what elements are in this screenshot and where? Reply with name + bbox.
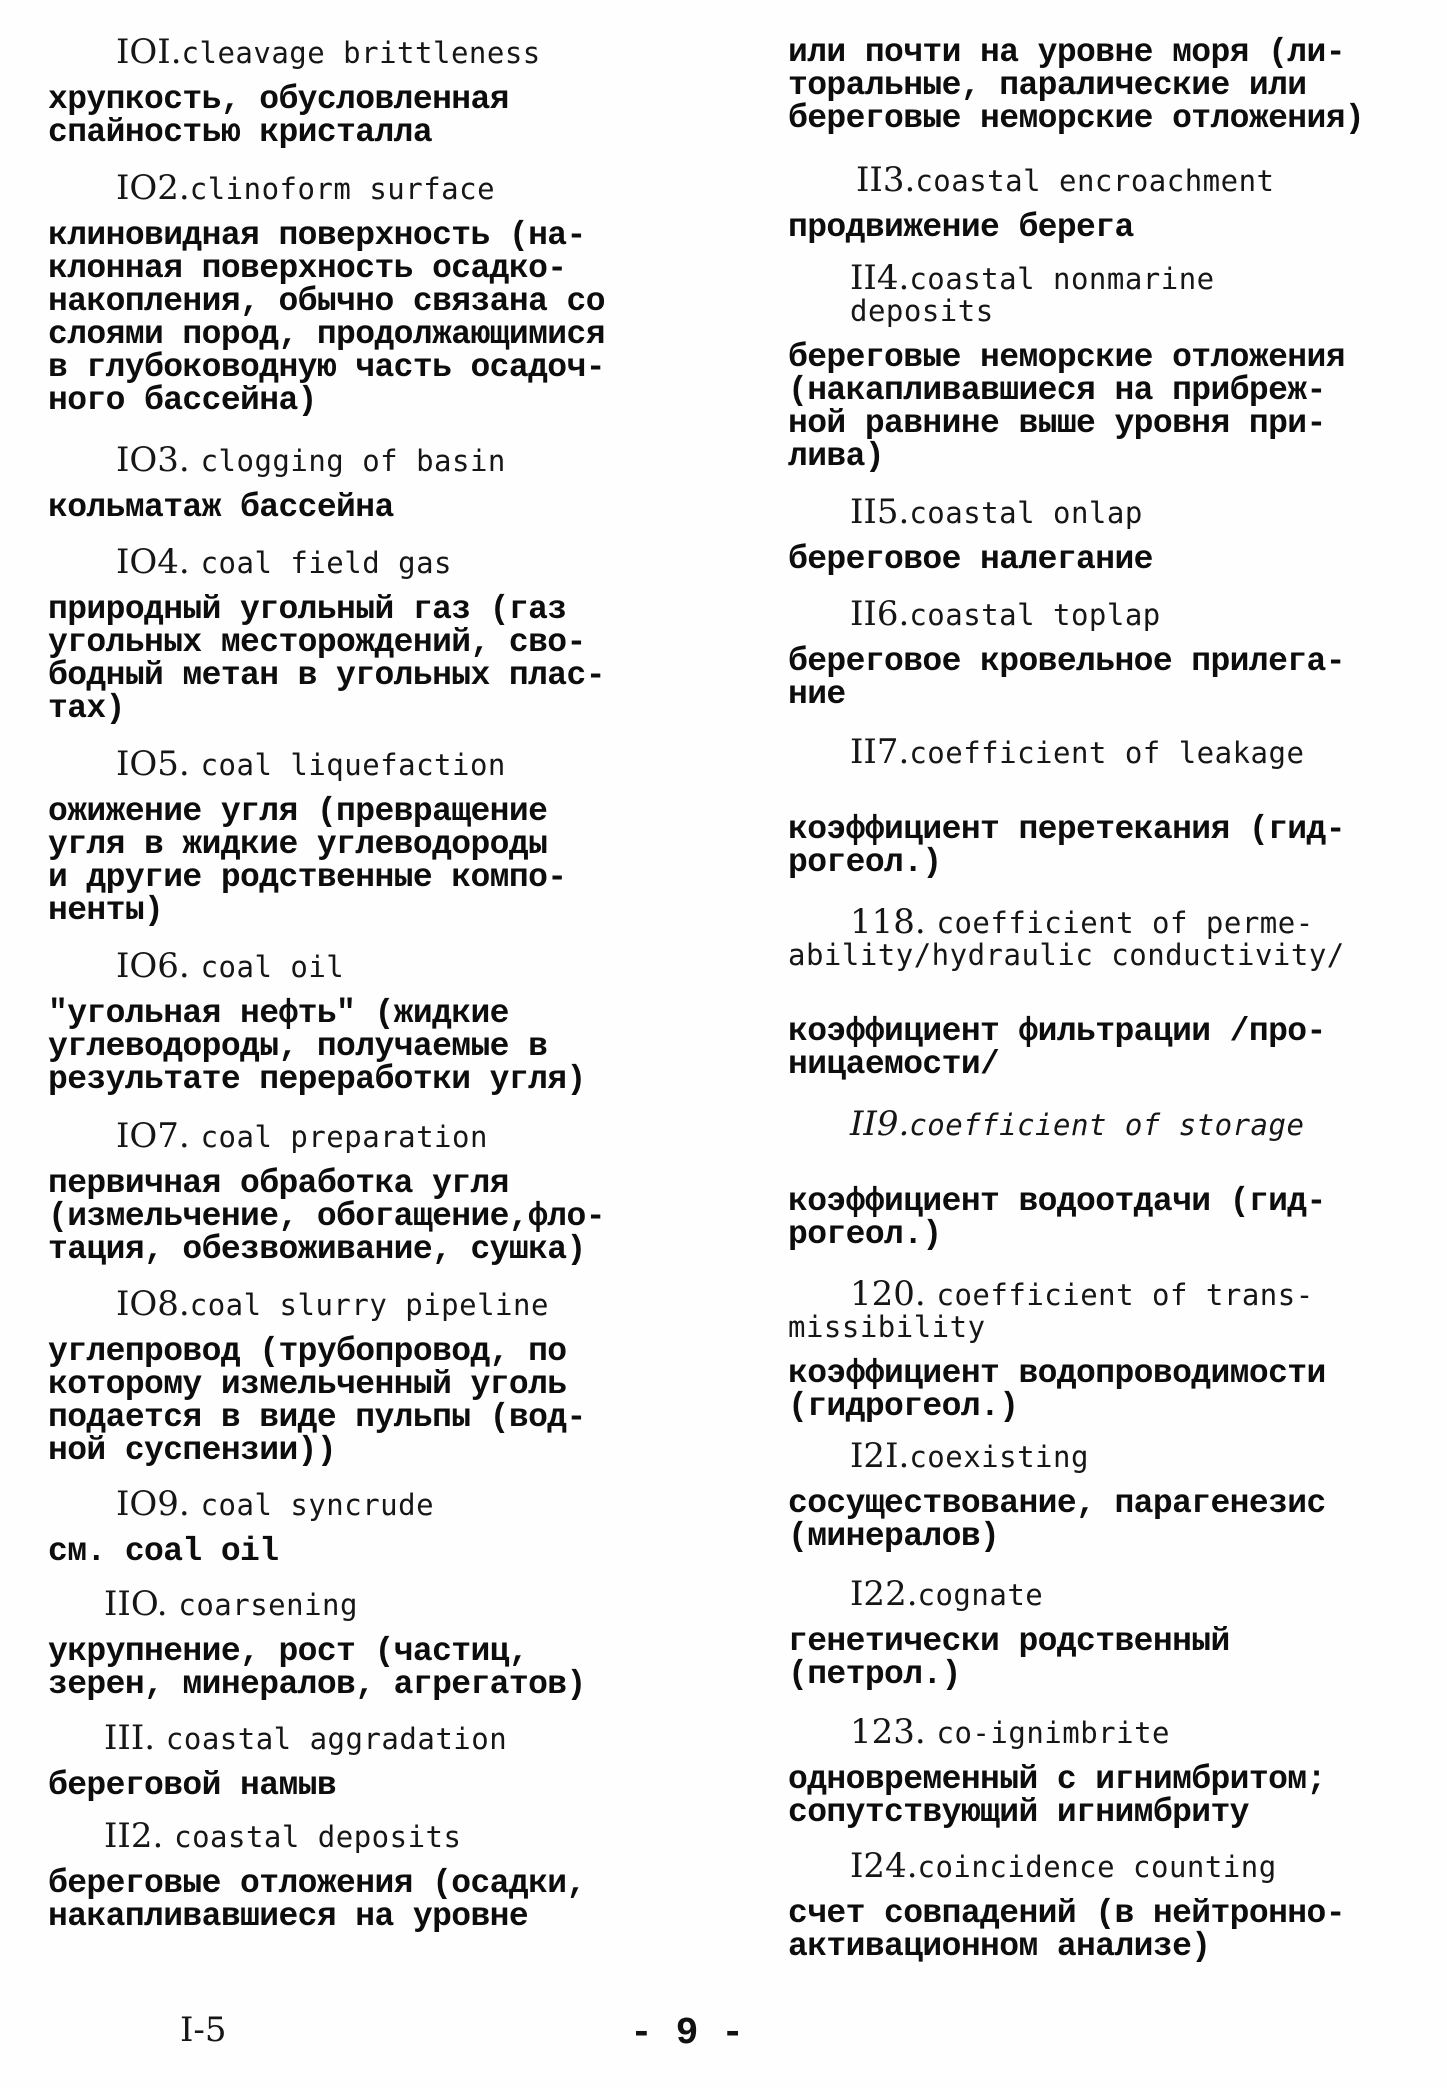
entry-120 bbox=[788, 1274, 1398, 1425]
entry-111 bbox=[48, 1718, 688, 1804]
entry-term: 123. co-ignimbrite bbox=[850, 1712, 1170, 1752]
entry-term: II3.coastal encroachment bbox=[856, 160, 1275, 200]
entry-definition: коэффициент водопроводимости (гидрогеол.) bbox=[788, 1355, 1326, 1425]
entry-definition: хрупкость, обусловленная спайностью кристалла bbox=[48, 81, 509, 151]
entry-term: II9.coefficient of storage bbox=[850, 1104, 1305, 1144]
entry-110 bbox=[48, 1584, 688, 1703]
entry-114 bbox=[788, 258, 1398, 475]
entry-107 bbox=[48, 1116, 688, 1268]
entry-term: IO3. clogging of basin bbox=[116, 440, 506, 480]
entry-definition: или почти на уровне моря (ли- торальные, паралические или береговые неморские отложения) bbox=[788, 34, 1365, 137]
entry-term: IIO. coarsening bbox=[104, 1584, 358, 1624]
entry-121 bbox=[788, 1436, 1398, 1555]
entry-123 bbox=[788, 1712, 1398, 1831]
entry-104 bbox=[48, 542, 688, 727]
entry-term: III. coastal aggradation bbox=[104, 1718, 508, 1758]
entry-definition: береговое кровельное прилега- ние bbox=[788, 643, 1345, 713]
entry-definition: береговые отложения (осадки, накапливавшиеся на уровне bbox=[48, 1865, 586, 1935]
entry-definition: углепровод (трубопровод, по которому измельченный уголь подается в виде пульпы (вод- ной суспензии)) bbox=[48, 1333, 586, 1469]
entry-term: 118. coefficient of perme- ability/hydraulic conductivity/ bbox=[788, 902, 1345, 972]
entry-definition: коэффициент водоотдачи (гид- рогеол.) bbox=[788, 1183, 1326, 1253]
entry-101 bbox=[48, 32, 688, 151]
entry-definition: кольматаж бассейна bbox=[48, 489, 394, 526]
entry-definition: счет совпадений (в нейтронно- активационном анализе) bbox=[788, 1895, 1345, 1965]
entry-term: I24.coincidence counting bbox=[850, 1846, 1277, 1886]
entry-102 bbox=[48, 168, 688, 419]
entry-definition: береговое налегание bbox=[788, 541, 1153, 578]
entry-definition: генетически родственный (петрол.) bbox=[788, 1623, 1230, 1693]
entry-105 bbox=[48, 744, 688, 929]
entry-106 bbox=[48, 946, 688, 1098]
entry-term: IO6. coal oil bbox=[116, 946, 345, 986]
entry-definition: продвижение берега bbox=[788, 209, 1134, 246]
entry-term: 120. coefficient of trans- missibility bbox=[788, 1274, 1314, 1344]
entry-term: II4.coastal nonmarine deposits bbox=[850, 258, 1215, 328]
entry-109 bbox=[48, 1484, 688, 1570]
entry-definition: природный угольный газ (газ угольных месторождений, сво- бодный метан в угольных плас- тах) bbox=[48, 591, 605, 727]
entry-term: IO8.coal slurry pipeline bbox=[116, 1284, 549, 1324]
section-code: I-5 bbox=[180, 2010, 227, 2050]
entry-108 bbox=[48, 1284, 688, 1469]
entry-term: IO9. coal syncrude bbox=[116, 1484, 435, 1524]
entry-definition: ожижение угля (превращение угля в жидкие углеводороды и другие родственные компо- ненты) bbox=[48, 793, 567, 929]
entry-112-continued bbox=[788, 36, 1398, 135]
entry-117 bbox=[788, 732, 1398, 881]
entry-definition: см. coal oil bbox=[48, 1533, 279, 1570]
entry-116 bbox=[788, 594, 1398, 713]
entry-119 bbox=[788, 1104, 1398, 1253]
entry-term: II5.coastal onlap bbox=[850, 492, 1143, 532]
entry-definition: береговой намыв bbox=[48, 1767, 337, 1804]
entry-definition: клиновидная поверхность (на- клонная поверхность осадко- накопления, обычно связана со слоями пород, продолжающимися в глубоководную часть осадоч- ного бассейна) bbox=[48, 217, 605, 419]
entry-definition: одновременный с игнимбритом; сопутствующий игнимбриту bbox=[788, 1761, 1326, 1831]
entry-term: IO2.clinoform surface bbox=[116, 168, 496, 208]
entry-definition: сосуществование, парагенезис (минералов) bbox=[788, 1485, 1326, 1555]
entry-124 bbox=[788, 1846, 1398, 1965]
entry-definition: коэффициент фильтрации /про- ницаемости/ bbox=[788, 1013, 1326, 1083]
entry-term: II2. coastal deposits bbox=[104, 1816, 462, 1856]
entry-118 bbox=[788, 902, 1398, 1083]
entry-term: IO4. coal field gas bbox=[116, 542, 452, 582]
entry-term: I22.cognate bbox=[850, 1574, 1044, 1614]
entry-term: I2I.coexisting bbox=[850, 1436, 1089, 1476]
entry-115 bbox=[788, 492, 1398, 578]
entry-103 bbox=[48, 440, 688, 526]
entry-definition: коэффициент перетекания (гид- рогеол.) bbox=[788, 811, 1345, 881]
entry-definition: береговые неморские отложения (накапливавшиеся на прибреж- ной равнине выше уровня при- лива) bbox=[788, 339, 1345, 475]
entry-113 bbox=[788, 160, 1398, 246]
entry-definition: первичная обработка угля (измельчение, обогащение,фло- тация, обезвоживание, сушка) bbox=[48, 1165, 605, 1268]
entry-term: IOI.cleavage brittleness bbox=[116, 32, 541, 72]
entry-term: II6.coastal toplap bbox=[850, 594, 1161, 634]
entry-112 bbox=[48, 1816, 688, 1935]
entry-term: IO5. coal liquefaction bbox=[116, 744, 506, 784]
entry-122 bbox=[788, 1574, 1398, 1693]
entry-definition: укрупнение, рост (частиц, зерен, минералов, агрегатов) bbox=[48, 1633, 586, 1703]
entry-term: II7.coefficient of leakage bbox=[850, 732, 1305, 772]
entry-term: IO7. coal preparation bbox=[116, 1116, 488, 1156]
entry-definition: "угольная нефть" (жидкие углеводороды, получаемые в результате переработки угля) bbox=[48, 995, 586, 1098]
page-number: - 9 - bbox=[630, 2012, 745, 2055]
